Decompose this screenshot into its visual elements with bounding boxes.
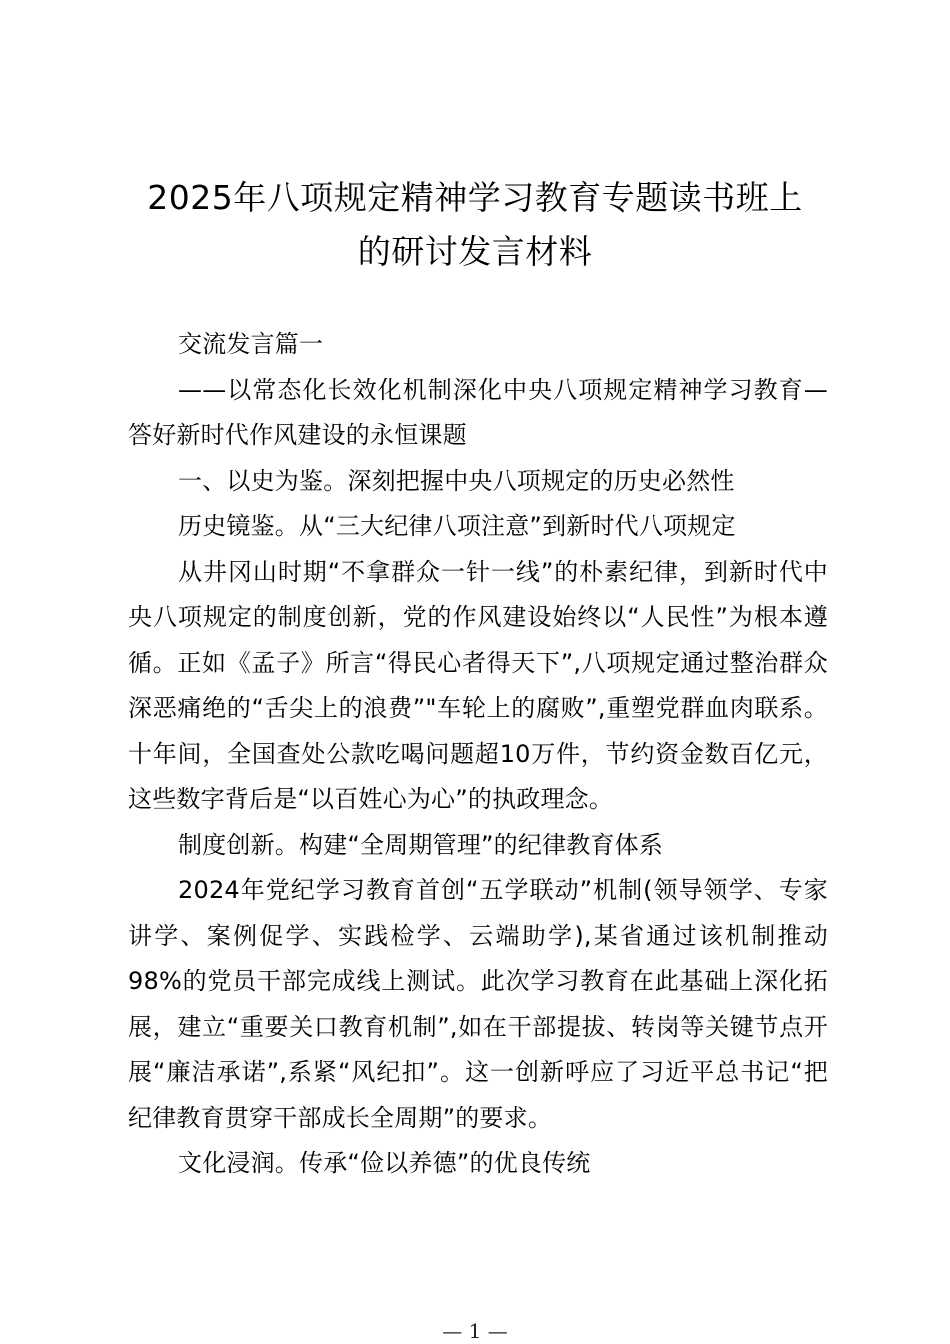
body-paragraph: 2024年党纪学习教育首创“五学联动”机制(领导领学、专家讲学、案例促学、实践检学、云端助学),某省通过该机制推动98%的党员干部完成线上测试。此次学习教育在此基础上深化拓展，建立“重要关口教育机制”,如在干部提拔、转岗等关键节点开展“廉洁承诺”,系紧“风纪扣”。这一创新呼应了习近平总书记“把纪律教育贯穿干部成长全周期”的要求。 — [128, 876, 828, 1132]
subsection-heading: 历史镜鉴。从“三大纪律八项注意”到新时代八项规定 — [178, 512, 736, 540]
subtitle-paragraph: ——以常态化长效化机制深化中央八项规定精神学习教育—答好新时代作风建设的永恒课题 — [128, 375, 828, 449]
title-line-2: 的研讨发言材料 — [357, 232, 593, 271]
section-heading: 一、以史为鉴。深刻把握中央八项规定的历史必然性 — [178, 466, 735, 495]
subsection-heading: 文化浸润。传承“俭以养德”的优良传统 — [178, 1149, 591, 1177]
title-line-1: 2025年八项规定精神学习教育专题读书班上 — [147, 178, 803, 217]
document-title — [100, 171, 850, 279]
body-paragraph: 从井冈山时期“不拿群众一针一线”的朴素纪律，到新时代中央八项规定的制度创新，党的作风建设始终以“人民性”为根本遵循。正如《孟子》所言“得民心者得天下”,八项规定通过整治群众深恶痛绝的“舌尖上的浪费”"车轮上的腐败”,重塑党群血肉联系。十年间，全国查处公款吃喝问题超10万件，节约资金数百亿元，这些数字背后是“以百姓心为心”的执政理念。 — [128, 557, 828, 813]
section-label: 交流发言篇一 — [178, 330, 324, 358]
subsection-heading: 制度创新。构建“全周期管理”的纪律教育体系 — [178, 830, 664, 859]
document-body — [128, 322, 828, 1187]
page-number: — 1 — — [442, 1319, 508, 1343]
